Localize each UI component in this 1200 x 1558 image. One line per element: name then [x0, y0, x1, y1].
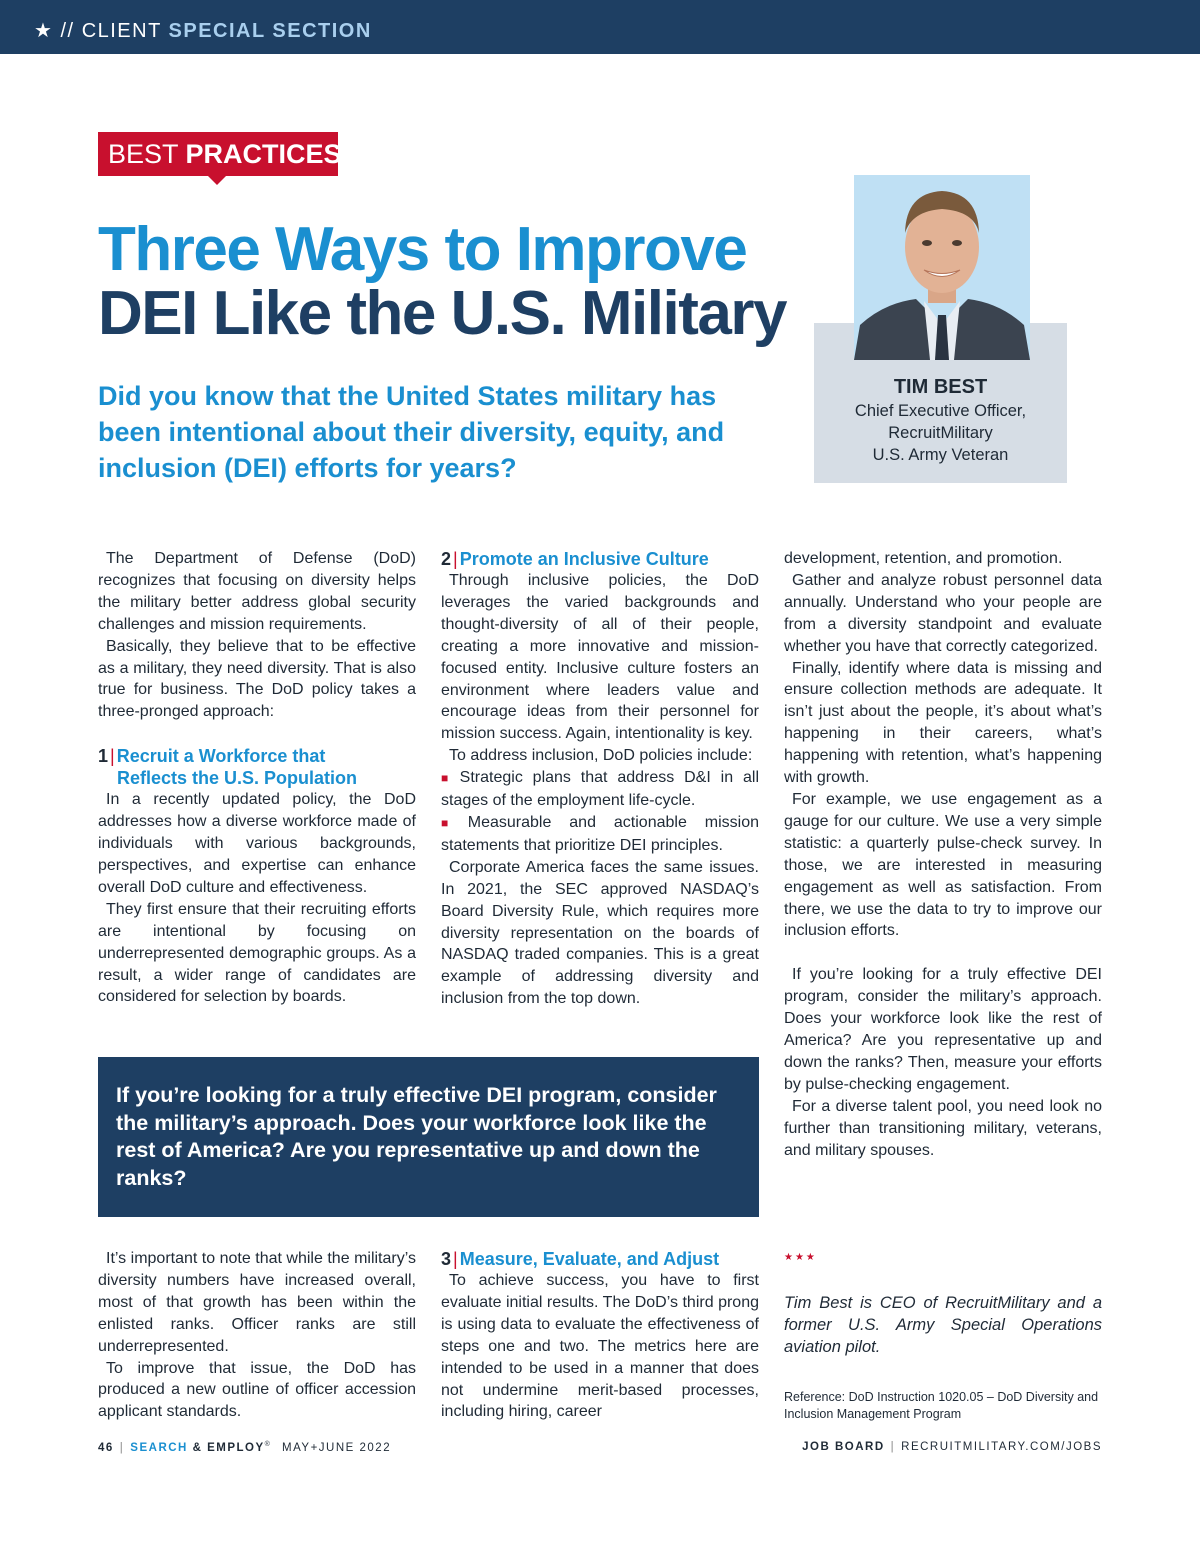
paragraph: For a diverse talent pool, you need look no further than transitioning military, veterans, and military spouses. — [784, 1097, 1102, 1159]
pull-quote: If you’re looking for a truly effective DEI program, consider the military’s approach. Does your workforce look like the rest of America? Are you representative up and down the ranks? — [98, 1057, 759, 1217]
paragraph: It’s important to note that while the military’s diversity numbers have increased overall, most of that growth has been within the enlisted ranks. Officer ranks are still underrepresented. — [98, 1250, 416, 1355]
column-3 — [784, 548, 1102, 1161]
footer-link[interactable]: JOB BOARD | RECRUITMILITARY.COM/JOBS — [802, 1441, 1102, 1453]
column-1-bottom — [98, 1248, 416, 1423]
paragraph: They first ensure that their recruiting efforts are intentional by focusing on underrepresented demographic groups. As a result, a wider range of candidates are considered for selection by boards. — [98, 900, 416, 1006]
paragraph: To improve that issue, the DoD has produced a new outline of officer accession applicant standards. — [98, 1359, 416, 1421]
section-label — [34, 18, 372, 43]
bullet-text: Strategic plans that address D&I in all stages of the employment life-cycle. — [441, 769, 759, 810]
reference-note: Reference: DoD Instruction 1020.05 – DoD Diversity and Inclusion Management Program — [784, 1390, 1099, 1421]
footer-folio: 46 | SEARCH & EMPLOY® MAY+JUNE 2022 — [98, 1441, 392, 1454]
star-icon: ★ — [34, 20, 54, 42]
author-title-line-2: RecruitMilitary — [888, 424, 993, 442]
paragraph: For example, we use engagement as a gauge for our culture. We use a very simple statistic: a quarterly pulse-check survey. In those, we are interested in measuring engagement as well as satisfaction. From there, we use the data to try to improve our inclusion efforts. — [784, 790, 1102, 940]
paragraph: Finally, identify where data is missing and ensure collection methods are adequate. It isn’t just about the people, it’s about what’s happening in their careers, what’s happening with retention, what’s happening with growth. — [784, 659, 1102, 787]
end-stars-icon: ★★★ — [784, 1252, 817, 1263]
subhead-1-line-2: Reflects the U.S. Population — [117, 768, 358, 789]
subhead-3-title: Measure, Evaluate, and Adjust — [459, 1249, 720, 1269]
paragraph: To achieve success, you have to first evaluate initial results. The DoD’s third prong is using data to evaluate the effectiveness of steps one and two. The metrics here are intended to be used in a manner that does not undermine merit-based processes, including hiring, career — [441, 1272, 759, 1421]
author-title — [814, 400, 1067, 466]
badge-light-text: BEST — [108, 139, 179, 169]
bullet-item — [441, 812, 759, 857]
author-photo — [854, 175, 1030, 360]
author-title-line-3: U.S. Army Veteran — [872, 446, 1009, 464]
author-bio: Tim Best is CEO of RecruitMilitary and a former U.S. Army Special Operations aviation pilot. — [784, 1294, 1102, 1356]
page-number: 46 — [98, 1441, 114, 1454]
article-deck: Did you know that the United States military has been intentional about their diversity, equity, and inclusion (DEI) efforts for years? — [98, 381, 725, 483]
subhead-1-number: 1 — [98, 746, 109, 767]
category-badge — [98, 132, 342, 176]
registered-mark: ® — [264, 1441, 272, 1448]
bullet-square-icon: ■ — [441, 771, 454, 786]
section-special: SPECIAL SECTION — [168, 20, 372, 42]
bullet-square-icon: ■ — [441, 815, 462, 830]
article-headline — [98, 215, 798, 348]
paragraph: Through inclusive policies, the DoD leverages the varied backgrounds and thought-diversity of all of their people, creating a more innovative and mission-focused entity. Inclusive culture fosters an environment where leaders value and encourage ideas from their personnel for mission success. Again, intentionality is key. — [441, 572, 759, 743]
subhead-3-number: 3 — [441, 1249, 452, 1269]
badge-bold-text: PRACTICES — [185, 139, 342, 169]
headline-line-2: DEI Like the U.S. Military — [98, 279, 786, 348]
subhead-2: 2 | Promote an Inclusive Culture — [441, 549, 709, 569]
section-header-bar — [0, 0, 1200, 54]
paragraph: Basically, they believe that to be effective as a military, they need diversity. That is also true for business. The DoD policy takes a three-pronged approach: — [98, 637, 416, 721]
subhead-2-title: Promote an Inclusive Culture — [459, 549, 709, 569]
bullet-text: Measurable and actionable mission statements that prioritize DEI principles. — [441, 813, 759, 854]
subhead-1: 1 | Recruit a Workforce that Reflects the U.S. Population — [98, 745, 416, 789]
subhead-2-number: 2 — [441, 549, 452, 569]
job-board-url[interactable]: RECRUITMILITARY.COM/JOBS — [901, 1441, 1102, 1453]
subhead-1-line-1: Recruit a Workforce that — [116, 746, 326, 767]
author-title-line-1: Chief Executive Officer, — [854, 402, 1027, 420]
paragraph: Gather and analyze robust personnel data annually. Understand who your people are from a diversity standpoint and evaluate whether you have that correctly categorized. — [784, 571, 1102, 655]
magazine-name-part-2: & EMPLOY — [192, 1441, 265, 1454]
author-portrait-illustration — [854, 175, 1030, 360]
badge-pointer — [208, 176, 226, 185]
column-2-bottom — [441, 1248, 759, 1423]
subhead-3: 3 | Measure, Evaluate, and Adjust — [441, 1249, 720, 1269]
column-2-top — [441, 548, 759, 1010]
paragraph: If you’re looking for a truly effective DEI program, consider the military’s approach. Does your workforce look like the rest of America? Are you representative up and down the ranks? Then, measure your efforts by pulse-checking engagement. — [784, 966, 1102, 1093]
paragraph: The Department of Defense (DoD) recognizes that focusing on diversity helps the military better address global security challenges and mission requirements. — [98, 550, 416, 633]
paragraph: To address inclusion, DoD policies include: — [449, 747, 753, 765]
section-client: CLIENT — [81, 20, 162, 42]
author-name: TIM BEST — [893, 376, 988, 398]
bullet-item — [441, 767, 759, 812]
paragraph: Corporate America faces the same issues. In 2021, the SEC approved NASDAQ’s Board Diversity Rule, which requires more diversity representation on the boards of NASDAQ traded companies. This is a great example of addressing diversity and inclusion from the top down. — [441, 858, 759, 1008]
headline-line-1: Three Ways to Improve — [98, 215, 747, 284]
issue-date: MAY+JUNE 2022 — [282, 1441, 392, 1454]
job-board-label: JOB BOARD — [802, 1441, 885, 1453]
paragraph: In a recently updated policy, the DoD addresses how a diverse workforce made of individuals with various backgrounds, perspectives, and expertise can enhance overall DoD culture and effectiveness. — [98, 791, 416, 896]
paragraph: development, retention, and promotion. — [784, 550, 1063, 567]
section-slashes: // — [60, 20, 75, 42]
column-1-top — [98, 548, 416, 1008]
magazine-name-part-1: SEARCH — [130, 1441, 188, 1454]
